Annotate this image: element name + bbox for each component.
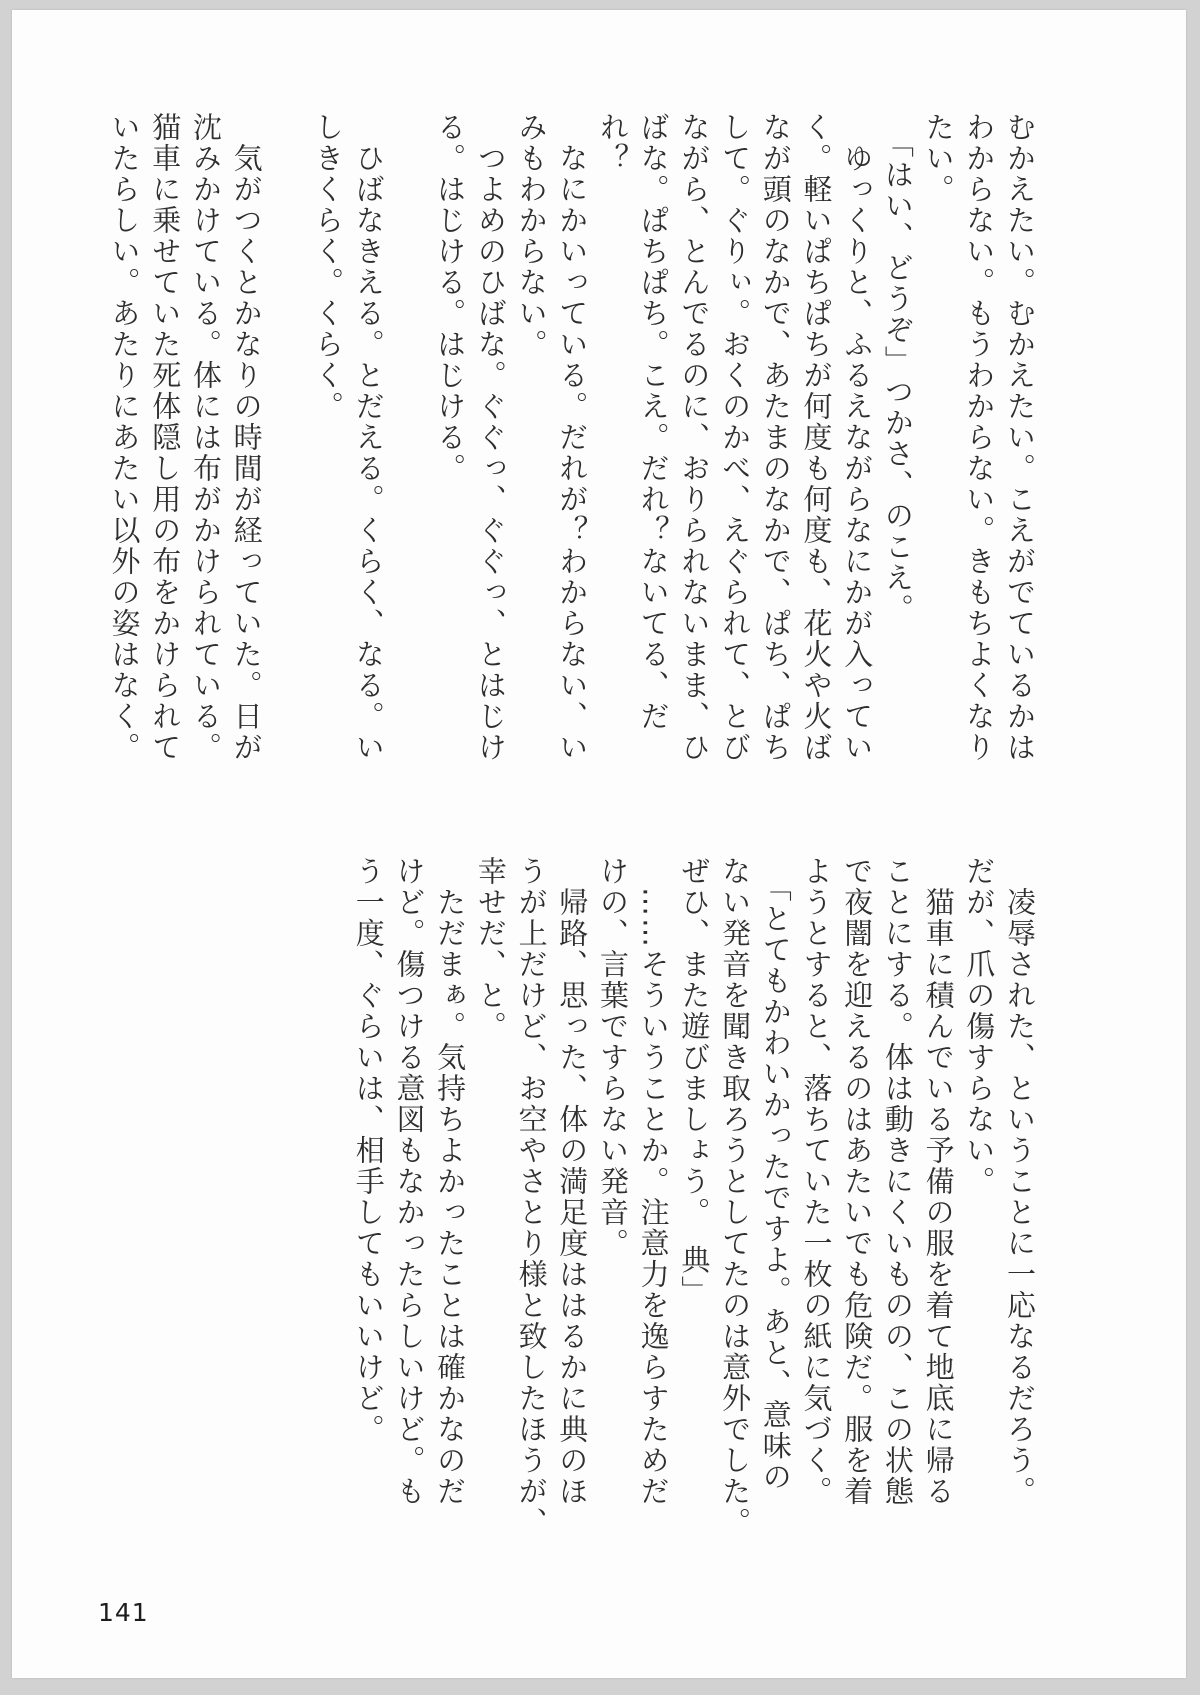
text-column: ことにする。体は動きにくいものの、この状態 — [880, 856, 915, 1507]
text-column: なにかいっている。だれが？わからない、い — [555, 112, 590, 763]
text-column: して。ぐりぃ。おくのかべ、えぐられて、とび — [718, 112, 753, 763]
page-number: 141 — [98, 1598, 149, 1627]
top-text-block — [104, 112, 1040, 802]
text-column: うが上だけど、お空やさとり様と致したほうが、 — [514, 856, 549, 1538]
text-column: けど。傷つける意図もなかったらしいけど。も — [392, 856, 427, 1507]
text-column: みもわからない。 — [514, 112, 549, 360]
text-column: わからない。もうわからない。きもちよくなり — [962, 112, 997, 763]
text-column: ようとすると、落ちていた一枚の紙に気づく。 — [799, 856, 834, 1507]
text-column: 猫車に積んでいる予備の服を着て地底に帰る — [921, 856, 956, 1507]
text-column: ……そういうことか。注意力を逸らすためだ — [636, 856, 671, 1507]
text-column: ゆっくりと、ふるえながらなにかが入ってい — [840, 112, 875, 763]
blank-column — [267, 112, 308, 802]
text-column: 気がつくとかなりの時間が経っていた。日が — [229, 112, 264, 763]
text-column: 凌辱された、ということに一応なるだろう。 — [1003, 856, 1037, 1507]
text-column: つよめのひばな。ぐぐっ、ぐぐっ、とはじけ — [473, 112, 508, 763]
text-column: むかえたい。むかえたい。こえがでているかは — [1003, 112, 1037, 763]
text-column: ひばなきえる。とだえる。くらく、なる。い — [351, 112, 386, 763]
text-column: いたらしい。あたりにあたい以外の姿はなく。 — [107, 112, 142, 763]
text-column: う一度、ぐらいは、相手してもいいけど。 — [351, 856, 386, 1445]
text-column: ただまぁ。気持ちよかったことは確かなのだ — [433, 856, 468, 1507]
text-column: 猫車に乗せていた死体隠し用の布をかけられて — [148, 112, 183, 763]
text-column: 帰路、思った、体の満足度ははるかに典のほ — [555, 856, 590, 1507]
text-column: たい。 — [921, 112, 956, 205]
text-column: ない発音を聞き取ろうとしてたのは意外でした。 — [718, 856, 753, 1538]
text-column: く。軽いぱちぱちが何度も何度も、花火や火ば — [799, 112, 834, 763]
text-column: だが、爪の傷すらない。 — [962, 856, 997, 1197]
text-column: で夜闇を迎えるのはあたいでも危険だ。服を着 — [840, 856, 875, 1507]
document-page — [12, 10, 1186, 1678]
text-column: れ？ — [595, 112, 630, 174]
bottom-text-block — [348, 856, 1040, 1546]
text-column: 「とてもかわいかったですよ。あと、意味の — [758, 856, 793, 1493]
text-column: る。はじける。はじける。 — [433, 112, 468, 484]
text-column: 沈みかけている。体には布がかけられている。 — [188, 112, 223, 763]
text-column: けの、言葉ですらない発音。 — [595, 856, 630, 1259]
blank-column — [389, 112, 430, 802]
text-column: なが頭のなかで、あたまのなかで、ぱち、ぱち — [758, 112, 793, 763]
text-column: 幸せだ、と。 — [473, 856, 508, 1042]
text-column: ばな。ぱちぱち。こえ。だれ？ないてる、だ — [636, 112, 671, 732]
text-column: ながら、とんでるのに、おりられないまま、ひ — [677, 112, 712, 763]
text-column: ぜひ、また遊びましょう。 典」 — [677, 856, 712, 1307]
text-column: しきくらく。くらく。 — [311, 112, 346, 422]
text-column: 「はい、どうぞ」つかさ、のこえ。 — [880, 112, 915, 625]
